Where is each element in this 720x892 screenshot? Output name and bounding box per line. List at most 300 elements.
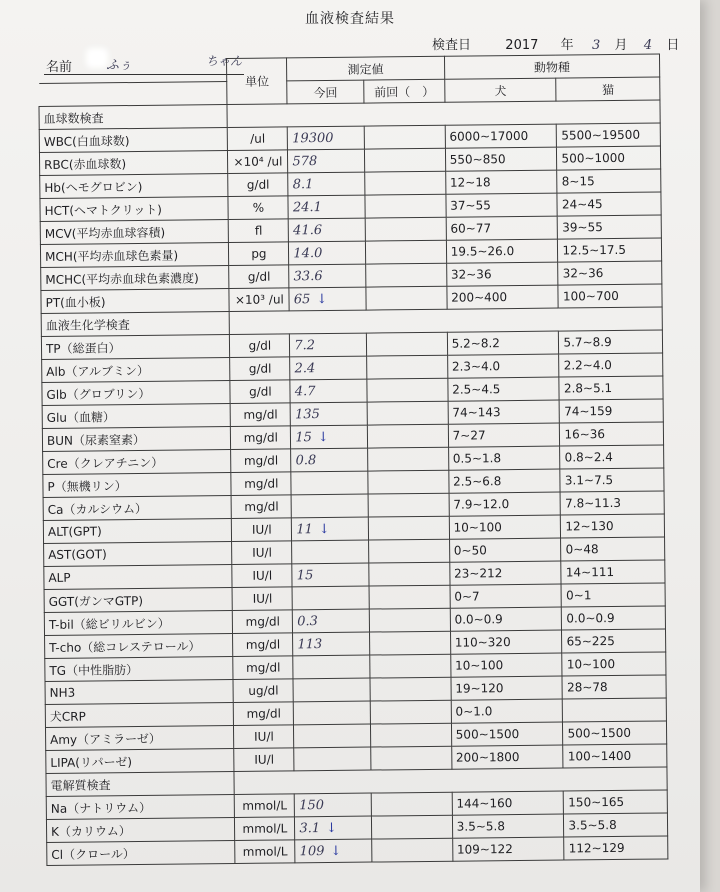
previous-value	[368, 470, 449, 494]
previous-value	[371, 815, 452, 839]
current-value-text: 578	[292, 153, 318, 169]
previous-value	[370, 654, 451, 678]
current-value-text: 3.1	[299, 820, 321, 836]
dog-range-text: 200~1800	[455, 749, 520, 765]
cat-header: 猫	[556, 77, 660, 101]
current-value	[289, 287, 366, 311]
cat-range	[561, 514, 665, 538]
current-value	[289, 264, 366, 288]
item-name-text: Amy（アミラーゼ）	[50, 731, 161, 747]
dog-range	[449, 492, 561, 516]
date-year-unit: 年	[560, 38, 574, 53]
dog-range	[449, 515, 561, 539]
current-value-text: 41.6	[293, 222, 323, 238]
cat-range	[564, 813, 668, 837]
previous-value	[365, 171, 446, 195]
item-name	[42, 381, 231, 406]
dog-range-text: 7~27	[452, 428, 486, 443]
cat-range	[558, 238, 662, 262]
dog-range	[447, 285, 559, 309]
date-day: 4	[643, 38, 653, 53]
item-name	[40, 174, 229, 199]
previous-value	[367, 378, 448, 402]
item-name-text: TP（総蛋白）	[45, 340, 121, 356]
unit-cell	[228, 196, 288, 220]
unit-cell-text: pg	[251, 246, 267, 261]
dog-range	[451, 722, 563, 746]
current-value-text: 24.1	[292, 199, 322, 215]
unit-cell-text: mg/dl	[245, 614, 280, 629]
previous-value	[368, 516, 449, 540]
cat-range-text: 2.8~5.1	[563, 381, 613, 396]
unit-cell	[228, 173, 288, 197]
unit-cell	[229, 219, 289, 243]
item-name-text: LIPA(リパーゼ)	[50, 754, 133, 770]
cat-range-text: 32~36	[562, 266, 604, 281]
dog-range-text: 37~55	[450, 198, 491, 213]
unit-cell-text: IU/l	[252, 545, 272, 560]
previous-value	[369, 608, 450, 632]
item-name-text: T-bil（総ビリルビン）	[48, 616, 170, 632]
dog-range	[448, 469, 560, 493]
item-name-text: Hb(ヘモグロビン)	[44, 179, 143, 195]
current-value	[291, 471, 368, 495]
dog-range	[451, 676, 563, 700]
previous-value	[364, 148, 445, 172]
current-value-text: 109	[299, 843, 325, 859]
cat-range-text: 150~165	[568, 794, 625, 810]
previous-value	[370, 677, 451, 701]
previous-value	[370, 723, 451, 747]
previous-value	[367, 355, 448, 379]
previous-value	[372, 838, 453, 862]
cat-range	[560, 468, 664, 492]
dog-range-text: 7.9~12.0	[453, 497, 510, 512]
item-name-text: MCH(平均赤血球色素量)	[44, 248, 179, 264]
current-value-text: 8.1	[292, 176, 314, 192]
cat-range-text: 3.5~5.8	[568, 817, 617, 833]
unit-cell	[228, 150, 288, 174]
item-name-text: NH3	[49, 685, 76, 700]
current-value-text: 113	[297, 636, 323, 652]
cat-range	[557, 192, 661, 216]
unit-cell-text: IU/l	[254, 752, 275, 767]
item-name	[46, 748, 235, 773]
dog-range	[452, 837, 564, 861]
section-title: 血球数検査	[39, 105, 228, 130]
current-value	[295, 793, 372, 817]
current-value-text: 2.4	[294, 360, 316, 376]
unit-cell	[229, 288, 289, 312]
item-name	[42, 404, 231, 429]
item-name	[39, 151, 228, 176]
current-value	[294, 747, 371, 771]
cat-range	[558, 215, 662, 239]
report-title: 血液検査結果	[305, 11, 395, 27]
cat-range-text: 500~1500	[567, 725, 632, 741]
unit-cell	[231, 495, 291, 519]
current-value	[291, 448, 368, 472]
previous-header: 前回（ ）	[364, 79, 445, 103]
previous-value	[369, 562, 450, 586]
unit-cell-text: ×10⁴ /ul	[233, 154, 283, 169]
unit-cell	[230, 357, 290, 381]
dog-range	[450, 630, 562, 654]
dog-range-text: 500~1500	[455, 726, 520, 742]
date-label: 検査日	[432, 38, 472, 53]
previous-value	[367, 401, 448, 425]
dog-range	[446, 262, 558, 286]
unit-cell-text: IU/l	[254, 729, 274, 744]
item-name	[46, 794, 235, 819]
item-name-text: WBC(白血球数)	[43, 133, 130, 149]
unit-cell-text: g/dl	[248, 384, 272, 399]
cat-range	[560, 422, 664, 446]
cat-range	[559, 330, 663, 354]
cat-range	[563, 721, 667, 745]
exam-date	[432, 34, 679, 53]
previous-value	[368, 539, 449, 563]
item-name-text: AST(GOT)	[48, 547, 107, 562]
dog-range-text: 110~320	[454, 635, 511, 650]
unit-cell-text: g/dl	[248, 338, 272, 353]
current-value	[293, 678, 370, 702]
item-name	[45, 702, 234, 727]
current-value-text: 19300	[292, 130, 334, 146]
item-name-text: MCHC(平均赤血球色素濃度)	[45, 270, 199, 287]
current-value	[290, 402, 367, 426]
cat-range-text: 7.8~11.3	[565, 495, 622, 511]
date-month: 3	[591, 38, 601, 53]
item-name	[42, 358, 231, 383]
dog-range	[446, 239, 558, 263]
unit-header: 単位	[227, 58, 287, 105]
dog-range	[447, 354, 559, 378]
current-value-text: 0.3	[297, 613, 319, 629]
unit-cell-text: ×10³ /ul	[234, 292, 284, 307]
item-name	[43, 472, 232, 497]
current-value-text: 14.0	[293, 245, 323, 261]
cat-range	[563, 744, 667, 768]
unit-cell	[233, 610, 293, 634]
unit-cell-text: ug/dl	[248, 683, 279, 698]
current-value	[288, 172, 365, 196]
current-value-text: 15	[296, 567, 314, 583]
current-value	[288, 149, 365, 173]
current-value	[290, 356, 367, 380]
cat-range-text: 28~78	[566, 680, 608, 695]
measured-header: 測定値	[287, 56, 445, 81]
item-name-text: T-cho（総コレステロール）	[49, 638, 201, 655]
cat-range-text: 65~225	[566, 633, 615, 649]
section-title: 血液生化学検査	[41, 312, 230, 337]
item-name-text: RBC(赤血球数)	[44, 156, 127, 172]
previous-value	[367, 424, 448, 448]
dog-range-text: 144~160	[456, 796, 513, 811]
current-value	[294, 724, 371, 748]
previous-value	[365, 217, 446, 241]
dog-range	[448, 423, 560, 447]
current-value	[295, 839, 372, 863]
previous-value	[368, 447, 449, 471]
cat-range	[558, 261, 662, 285]
dog-range-text: 2.5~4.5	[452, 382, 501, 397]
unit-cell	[234, 725, 294, 749]
dog-range	[448, 446, 560, 470]
arrow-down-icon: ↓	[330, 843, 342, 859]
previous-value	[365, 240, 446, 264]
cat-range	[564, 836, 668, 860]
unit-cell	[229, 242, 289, 266]
dog-range-text: 60~77	[450, 221, 492, 236]
dog-range-text: 550~850	[449, 152, 506, 167]
unit-cell	[233, 679, 293, 703]
item-name-text: MCV(平均赤血球容積)	[44, 225, 166, 241]
dog-header: 犬	[444, 78, 556, 102]
item-name-text: 犬CRP	[49, 709, 86, 724]
previous-value	[371, 746, 452, 770]
unit-cell	[228, 127, 288, 151]
name-suffix: ちゃん	[206, 54, 243, 68]
cat-range-text: 112~129	[568, 840, 625, 856]
item-name	[42, 427, 231, 452]
current-value	[290, 379, 367, 403]
unit-cell	[233, 656, 293, 680]
previous-value	[369, 631, 450, 655]
item-name	[45, 633, 234, 658]
item-name	[44, 541, 233, 566]
unit-cell	[234, 748, 294, 772]
item-name-text: TG（中性脂肪）	[49, 662, 139, 678]
item-name-text: BUN（尿素窒素）	[46, 432, 146, 448]
dog-range-text: 19~120	[455, 681, 504, 696]
current-value	[292, 517, 369, 541]
arrow-down-icon: ↓	[326, 820, 338, 836]
date-year: 2017	[505, 38, 539, 53]
cat-range	[560, 445, 664, 469]
item-name	[45, 679, 234, 704]
previous-value	[370, 700, 451, 724]
unit-cell	[235, 817, 295, 841]
unit-cell-text: g/dl	[246, 177, 270, 192]
cat-range	[562, 606, 666, 630]
current-value-text: 4.7	[294, 383, 316, 399]
item-name-text: ALP	[48, 570, 71, 585]
cat-range	[561, 537, 665, 561]
current-header: 今回	[287, 80, 364, 104]
dog-range-text: 12~18	[449, 175, 491, 190]
cat-range-text: 12~130	[565, 518, 614, 534]
cat-range-text: 100~700	[562, 288, 619, 304]
unit-cell-text: mg/dl	[246, 706, 281, 721]
cat-range-text: 3.1~7.5	[564, 473, 614, 488]
arrow-down-icon: ↓	[317, 429, 329, 445]
current-value-text: 0.8	[295, 452, 317, 468]
cat-range	[557, 169, 661, 193]
item-name	[41, 289, 230, 314]
item-name	[43, 450, 232, 475]
item-name	[45, 656, 234, 681]
item-name	[45, 725, 234, 750]
dog-range-text: 23~212	[454, 566, 503, 581]
previous-value	[366, 263, 447, 287]
cat-range-text: 12.5~17.5	[562, 242, 627, 258]
item-name-text: Cre（クレアチニン）	[47, 455, 164, 471]
results-table	[38, 53, 668, 865]
unit-cell	[234, 702, 294, 726]
cat-range-text: 14~111	[565, 564, 615, 580]
current-value	[289, 218, 366, 242]
cat-range-text: 5.7~8.9	[563, 335, 612, 350]
current-value-text: 15	[295, 429, 312, 445]
item-name	[47, 840, 236, 865]
unit-cell-text: mmol/L	[242, 821, 288, 836]
dog-range-text: 32~36	[450, 267, 492, 282]
current-value	[294, 701, 371, 725]
previous-value	[368, 493, 449, 517]
dog-range-text: 10~100	[454, 658, 504, 673]
dog-range-text: 0~7	[454, 589, 480, 604]
unit-cell	[233, 633, 293, 657]
current-value-text: 65	[293, 291, 311, 307]
item-name-text: Glu（血糖）	[46, 409, 116, 425]
dog-range-text: 200~400	[451, 290, 508, 305]
name-value: ふぅ	[106, 58, 133, 73]
dog-range-text: 5.2~8.2	[451, 336, 500, 351]
dog-range	[450, 584, 562, 608]
dog-range	[448, 400, 560, 424]
dog-range-text: 19.5~26.0	[450, 244, 515, 259]
unit-cell	[231, 472, 291, 496]
cat-range-text: 39~55	[562, 220, 603, 235]
cat-range-text: 0~1	[566, 588, 592, 603]
unit-cell-text: g/dl	[247, 269, 271, 284]
dog-range-text: 109~122	[456, 842, 513, 857]
unit-cell	[229, 265, 289, 289]
current-value	[292, 586, 369, 610]
unit-cell-text: mmol/L	[242, 844, 288, 859]
current-value	[291, 425, 368, 449]
current-value	[293, 632, 370, 656]
dog-range	[445, 124, 557, 148]
unit-cell-text: fl	[254, 223, 263, 238]
unit-cell	[232, 564, 292, 588]
dog-range-text: 0.5~1.8	[452, 451, 502, 466]
name-label: 名前	[46, 60, 73, 75]
cat-range	[560, 399, 664, 423]
current-value	[290, 333, 367, 357]
cat-range	[563, 698, 667, 722]
dog-range	[446, 216, 558, 240]
unit-cell-text: mg/dl	[244, 476, 279, 491]
item-name-text: ALT(GPT)	[47, 524, 102, 539]
arrow-down-icon: ↓	[316, 291, 328, 307]
cat-range	[557, 146, 661, 170]
cat-range-text: 8~15	[561, 174, 595, 189]
dog-range-text: 10~100	[453, 520, 502, 535]
dog-range	[450, 607, 562, 631]
dog-range	[451, 699, 563, 723]
cat-range-text: 0.8~2.4	[564, 450, 613, 465]
unit-cell-text: mg/dl	[243, 407, 278, 422]
species-header: 動物種	[444, 54, 660, 79]
dog-range-text: 0.0~0.9	[454, 612, 503, 627]
item-name-text: HCT(ヘマトクリット)	[44, 202, 163, 218]
item-name	[43, 495, 232, 520]
dog-range	[448, 377, 560, 401]
item-name-text: GGT(ガンマGTP)	[48, 593, 144, 609]
cat-range	[564, 790, 668, 814]
current-value	[288, 126, 365, 150]
unit-cell	[230, 403, 290, 427]
current-value	[293, 655, 370, 679]
current-value-text: 7.2	[294, 337, 316, 353]
cat-range-text: 16~36	[564, 427, 606, 442]
current-value	[288, 195, 365, 219]
dog-range-text: 3.5~5.8	[456, 819, 506, 834]
cat-range-text: 0~48	[565, 542, 599, 557]
unit-cell-text: mg/dl	[244, 499, 279, 514]
dog-range-text: 0~50	[453, 543, 487, 558]
dog-range-text: 74~143	[452, 405, 501, 420]
item-name-text: K（カリウム）	[51, 823, 131, 839]
previous-value	[366, 332, 447, 356]
item-name	[40, 243, 229, 268]
dog-range	[445, 170, 557, 194]
cat-range	[562, 675, 666, 699]
item-name-text: PT(血小板)	[45, 294, 106, 310]
cat-range-text: 500~1000	[561, 150, 626, 166]
current-value-text: 150	[299, 797, 325, 813]
unit-cell	[230, 334, 290, 358]
dog-range	[445, 147, 557, 171]
current-value	[293, 609, 370, 633]
unit-cell	[235, 840, 295, 864]
dog-range	[450, 653, 562, 677]
item-name	[46, 817, 235, 842]
cat-range	[557, 123, 661, 147]
cat-range-text: 100~1400	[567, 748, 632, 764]
unit-cell	[230, 380, 290, 404]
item-name	[44, 564, 233, 589]
unit-cell-text: IU/l	[252, 568, 273, 583]
current-value-text: 11	[296, 521, 313, 537]
unit-cell-text: mg/dl	[243, 453, 279, 468]
dog-range	[451, 745, 563, 769]
item-name-text: Cl（クロール）	[51, 846, 135, 862]
section-title: 電解質検査	[46, 771, 235, 796]
unit-cell-text: IU/l	[252, 591, 273, 606]
date-month-unit: 月	[614, 38, 628, 53]
unit-cell	[232, 541, 292, 565]
item-name	[41, 266, 230, 291]
cat-range-text: 5500~19500	[561, 127, 641, 143]
dog-range	[449, 538, 561, 562]
item-name-text: Na（ナトリウム）	[50, 800, 152, 816]
cat-range-text: 74~159	[564, 404, 613, 419]
previous-value	[371, 792, 452, 816]
dog-range-text: 0~1.0	[455, 704, 493, 719]
current-value-text: 135	[294, 406, 320, 422]
dog-range	[452, 814, 564, 838]
item-name-text: Ca（カルシウム）	[47, 501, 148, 517]
item-name-text: P（無機リン）	[47, 478, 127, 494]
unit-cell-text: g/dl	[248, 361, 272, 376]
cat-range	[562, 629, 666, 653]
arrow-down-icon: ↓	[318, 521, 330, 537]
date-day-unit: 日	[666, 38, 680, 53]
current-value	[292, 563, 369, 587]
